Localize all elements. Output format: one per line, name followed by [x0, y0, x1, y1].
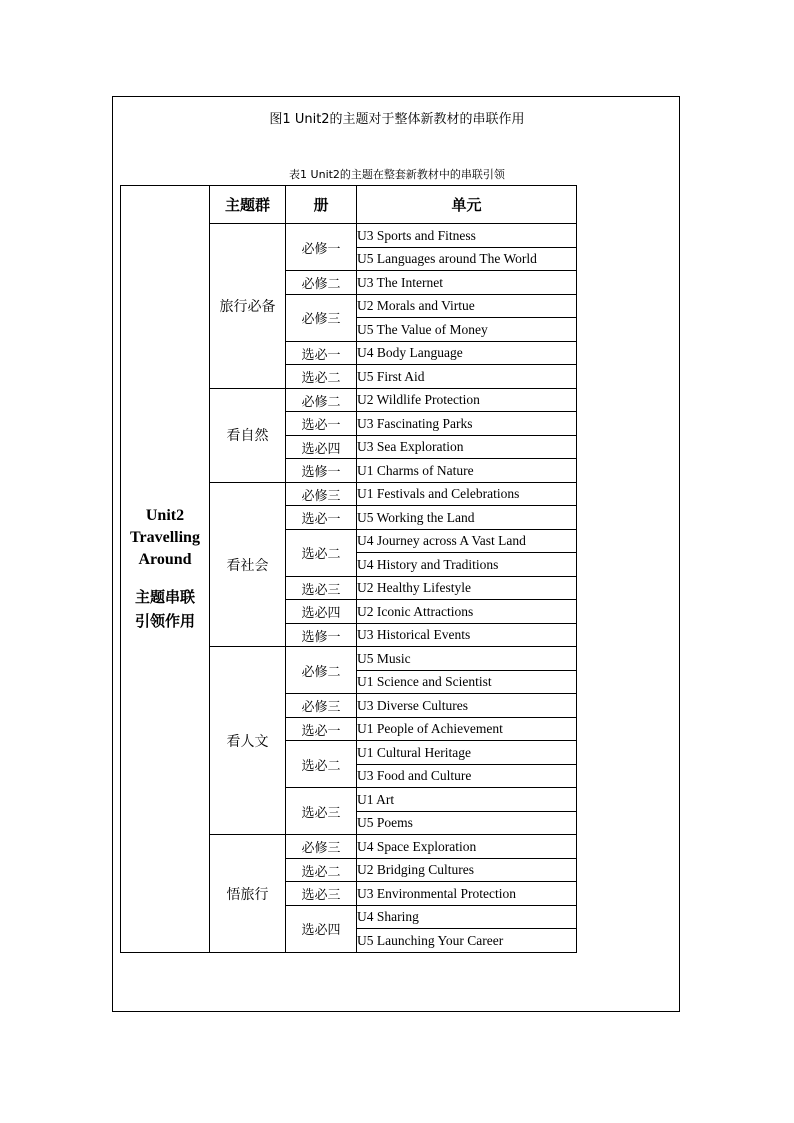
- unit-cell: U2 Iconic Attractions: [357, 600, 577, 624]
- volume-cell: 必修三: [286, 694, 357, 718]
- unit-cell: U5 Poems: [357, 811, 577, 835]
- unit2-title-cell: [121, 186, 210, 953]
- unit-cell: U1 Science and Scientist: [357, 670, 577, 694]
- unit2-title-line1: Unit2: [145, 507, 185, 524]
- volume-cell: 选必三: [286, 576, 357, 600]
- volume-cell: 必修三: [286, 835, 357, 859]
- unit-cell: U5 First Aid: [357, 365, 577, 389]
- unit-cell: U2 Wildlife Protection: [357, 388, 577, 412]
- volume-cell: 选必三: [286, 788, 357, 835]
- volume-cell: 选必二: [286, 529, 357, 576]
- volume-cell: 必修三: [286, 482, 357, 506]
- group-cell: 悟旅行: [210, 835, 286, 953]
- volume-cell: 选必二: [286, 858, 357, 882]
- volume-cell: 必修二: [286, 271, 357, 295]
- volume-cell: 必修二: [286, 388, 357, 412]
- unit2-title-line2: Travelling: [130, 529, 200, 546]
- unit-cell: U1 Festivals and Celebrations: [357, 482, 577, 506]
- unit-cell: U2 Morals and Virtue: [357, 294, 577, 318]
- volume-cell: 必修三: [286, 294, 357, 341]
- unit-cell: U5 Working the Land: [357, 506, 577, 530]
- volume-cell: 选必四: [286, 435, 357, 459]
- volume-cell: 选必一: [286, 341, 357, 365]
- unit-cell: U5 Launching Your Career: [357, 929, 577, 953]
- unit-theme-table: [120, 185, 577, 953]
- unit-cell: U3 Fascinating Parks: [357, 412, 577, 436]
- unit-cell: U3 Environmental Protection: [357, 882, 577, 906]
- volume-cell: 选必一: [286, 506, 357, 530]
- unit-cell: U1 Art: [357, 788, 577, 812]
- table-caption: 表1 Unit2的主题在整套新教材中的串联引领: [289, 168, 505, 181]
- volume-cell: 选修一: [286, 623, 357, 647]
- unit-cell: U3 Historical Events: [357, 623, 577, 647]
- header-unit: 单元: [357, 186, 577, 224]
- header-group: 主题群: [210, 186, 286, 224]
- header-row: [121, 186, 577, 224]
- figure-caption: 图1 Unit2的主题对于整体新教材的串联作用: [269, 112, 525, 127]
- volume-cell: 选必四: [286, 905, 357, 952]
- unit-cell: U2 Healthy Lifestyle: [357, 576, 577, 600]
- unit-cell: U4 Sharing: [357, 905, 577, 929]
- unit-cell: U3 Sea Exploration: [357, 435, 577, 459]
- volume-cell: 选必一: [286, 717, 357, 741]
- unit2-subtitle-line2: 引领作用: [134, 612, 195, 630]
- unit-cell: U1 Charms of Nature: [357, 459, 577, 483]
- unit-cell: U4 Journey across A Vast Land: [357, 529, 577, 553]
- volume-cell: 选必四: [286, 600, 357, 624]
- unit2-subtitle-line1: 主题串联: [134, 588, 195, 606]
- volume-cell: 选修一: [286, 459, 357, 483]
- volume-cell: 选必一: [286, 412, 357, 436]
- unit-cell: U5 The Value of Money: [357, 318, 577, 342]
- unit-cell: U3 The Internet: [357, 271, 577, 295]
- group-cell: 看自然: [210, 388, 286, 482]
- unit-cell: U5 Music: [357, 647, 577, 671]
- group-cell: 看人文: [210, 647, 286, 835]
- unit-cell: U4 Body Language: [357, 341, 577, 365]
- unit-cell: U4 Space Exploration: [357, 835, 577, 859]
- unit-cell: U1 People of Achievement: [357, 717, 577, 741]
- unit-cell: U1 Cultural Heritage: [357, 741, 577, 765]
- volume-cell: 必修一: [286, 224, 357, 271]
- volume-cell: 选必二: [286, 365, 357, 389]
- group-cell: 看社会: [210, 482, 286, 647]
- unit-cell: U3 Food and Culture: [357, 764, 577, 788]
- unit-cell: U2 Bridging Cultures: [357, 858, 577, 882]
- header-volume: 册: [286, 186, 357, 224]
- volume-cell: 选必二: [286, 741, 357, 788]
- unit2-title-line3: Around: [138, 551, 192, 568]
- unit-cell: U4 History and Traditions: [357, 553, 577, 577]
- unit-cell: U5 Languages around The World: [357, 247, 577, 271]
- unit-cell: U3 Diverse Cultures: [357, 694, 577, 718]
- volume-cell: 选必三: [286, 882, 357, 906]
- unit-cell: U3 Sports and Fitness: [357, 224, 577, 248]
- volume-cell: 必修二: [286, 647, 357, 694]
- group-cell: 旅行必备: [210, 224, 286, 389]
